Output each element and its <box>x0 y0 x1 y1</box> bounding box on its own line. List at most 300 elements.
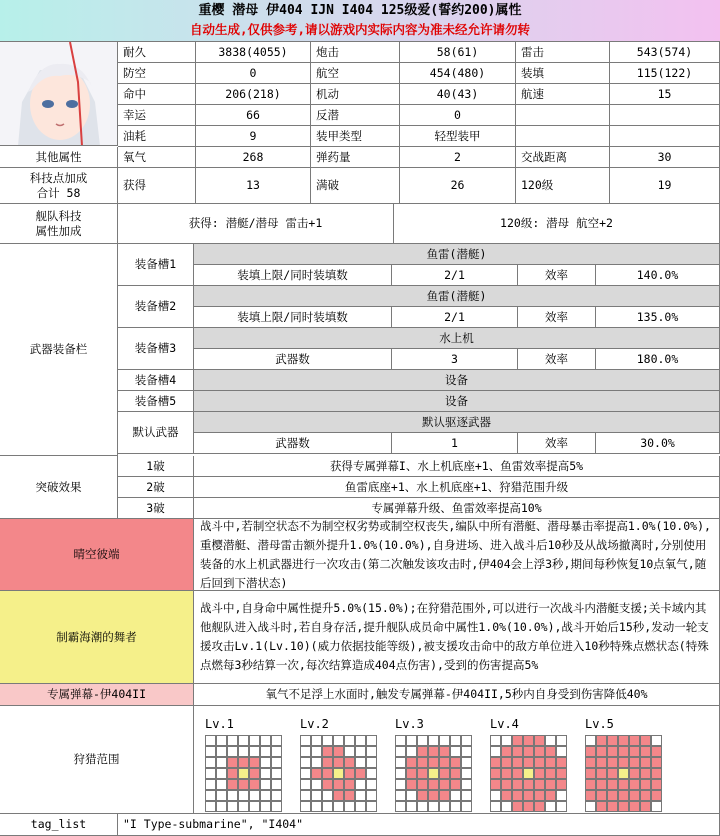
stat-label: 弹药量 <box>311 147 400 168</box>
hunting-range-cell <box>534 746 545 757</box>
hunting-range-cell <box>596 746 607 757</box>
hunting-range-cell <box>395 801 406 812</box>
hunting-range-cell <box>607 746 618 757</box>
hunting-range-cell <box>205 790 216 801</box>
hunting-range-cell <box>428 735 439 746</box>
hunting-range-cell <box>322 779 333 790</box>
hunting-range-cell <box>523 801 534 812</box>
hunting-range-cell <box>333 779 344 790</box>
hunting-range-cell <box>490 779 501 790</box>
skill-name: 晴空彼端 <box>0 519 194 591</box>
stat-label: 雷击 <box>516 42 610 63</box>
hunting-range-cell <box>333 790 344 801</box>
tag-list-label: tag_list <box>0 814 118 836</box>
hunting-range-cell <box>271 790 282 801</box>
slot-efficiency: 30.0% <box>596 433 720 454</box>
hunting-level-label: Lv.4 <box>490 717 519 731</box>
stat-value: 66 <box>196 105 311 126</box>
stat-value: 13 <box>196 168 311 204</box>
hunting-range-cell <box>534 768 545 779</box>
hunting-range-cell <box>523 746 534 757</box>
slot-key: 武器数 <box>194 349 392 370</box>
stat-label: 机动 <box>311 84 400 105</box>
hunting-range-cell <box>260 801 271 812</box>
hunting-range-cell <box>651 746 662 757</box>
hunting-range-cell <box>249 801 260 812</box>
stat-value: 19 <box>610 168 720 204</box>
hunting-range-cell <box>366 746 377 757</box>
hunting-range-cell <box>344 790 355 801</box>
hunting-range-cell <box>651 768 662 779</box>
stat-value: 40(43) <box>400 84 516 105</box>
hunting-range-cell <box>227 746 238 757</box>
hunting-range-cell <box>260 790 271 801</box>
hunting-range-cell <box>355 790 366 801</box>
hunting-range-cell <box>205 779 216 790</box>
hunting-range-cell <box>428 757 439 768</box>
hunting-range-cell <box>501 801 512 812</box>
hunting-range-cell <box>205 801 216 812</box>
hunting-range-cell <box>490 757 501 768</box>
hunting-range-cell <box>344 746 355 757</box>
hunting-range-cell <box>607 768 618 779</box>
slot-key: 装填上限/同时装填数 <box>194 307 392 328</box>
other-attributes-label: 其他属性 <box>0 147 118 168</box>
hunting-range-cell <box>238 801 249 812</box>
hunting-range-cell <box>618 735 629 746</box>
hunting-range-cell <box>238 779 249 790</box>
hunting-range-cell <box>322 790 333 801</box>
hunting-range-cell <box>651 779 662 790</box>
stat-value: 543(574) <box>610 42 720 63</box>
hunting-range-cell <box>490 801 501 812</box>
hunting-range-cell <box>651 801 662 812</box>
hunting-range-cell <box>344 801 355 812</box>
hunting-range-cell <box>205 735 216 746</box>
hunting-range-cell <box>450 757 461 768</box>
stat-label: 交战距离 <box>516 147 610 168</box>
hunting-range-cell <box>501 779 512 790</box>
hunting-range-cell <box>523 779 534 790</box>
skill-description: 氧气不足浮上水面时,触发专属弹幕-伊404II,5秒内自身受到伤害降低40% <box>194 684 720 706</box>
stat-value: 9 <box>196 126 311 147</box>
hunting-level-label: Lv.5 <box>585 717 614 731</box>
hunting-range-cell <box>311 779 322 790</box>
hunting-range-cell <box>512 757 523 768</box>
hunting-range-cell <box>501 746 512 757</box>
hunting-range-cell <box>640 779 651 790</box>
stat-value: 轻型装甲 <box>400 126 516 147</box>
slot-value: 1 <box>392 433 518 454</box>
hunting-range-cell <box>428 790 439 801</box>
stat-label: 幸运 <box>118 105 196 126</box>
stat-value: 206(218) <box>196 84 311 105</box>
hunting-range-cell <box>238 735 249 746</box>
hunting-range-cell <box>585 757 596 768</box>
hunting-range-cell <box>585 790 596 801</box>
hunting-range-cell <box>629 790 640 801</box>
hunting-range-cell <box>534 801 545 812</box>
hunting-range-cell <box>450 790 461 801</box>
stat-value: 30 <box>610 147 720 168</box>
stat-value: 115(122) <box>610 63 720 84</box>
hunting-range-cell <box>461 801 472 812</box>
stat-label: 命中 <box>118 84 196 105</box>
hunting-range-cell <box>366 735 377 746</box>
slot-efficiency-label: 效率 <box>518 265 596 286</box>
hunting-range-cell <box>238 768 249 779</box>
hunting-range-cell <box>596 801 607 812</box>
hunting-range-cell <box>300 757 311 768</box>
hunting-range-cell <box>461 746 472 757</box>
hunting-range-cell <box>629 746 640 757</box>
hunting-range-cell <box>355 757 366 768</box>
hunting-range-cell <box>249 779 260 790</box>
hunting-range-cell <box>534 779 545 790</box>
hunting-range-cell <box>417 801 428 812</box>
hunting-range-cell <box>618 790 629 801</box>
stat-value <box>610 126 720 147</box>
hunting-range-cell <box>545 801 556 812</box>
hunting-range-cell <box>512 768 523 779</box>
hunting-range-cell <box>556 801 567 812</box>
hunting-range-cell <box>322 801 333 812</box>
slot-equipment: 水上机 <box>194 328 720 349</box>
hunting-range-cell <box>585 735 596 746</box>
hunting-range-cell <box>450 779 461 790</box>
hunting-range-cell <box>501 790 512 801</box>
hunting-range-cell <box>216 768 227 779</box>
hunting-range-cell <box>629 735 640 746</box>
hunting-range-cell <box>490 746 501 757</box>
slot-label: 装备槽4 <box>118 370 194 391</box>
stat-label: 油耗 <box>118 126 196 147</box>
hunting-range-cell <box>366 790 377 801</box>
hunting-range-cell <box>205 757 216 768</box>
hunting-range-cell <box>355 801 366 812</box>
hunting-range-cell <box>618 779 629 790</box>
hunting-range-cell <box>450 801 461 812</box>
breakthrough-effect: 专属弹幕升级、鱼雷效率提高10% <box>194 498 720 519</box>
fleet-tech-get: 获得: 潜艇/潜母 雷击+1 <box>118 204 394 244</box>
hunting-range-cell <box>227 801 238 812</box>
hunting-level-label: Lv.2 <box>300 717 329 731</box>
hunting-range-cell <box>311 790 322 801</box>
hunting-range-cell <box>640 790 651 801</box>
hunting-range-cell <box>249 757 260 768</box>
hunting-range-cell <box>450 746 461 757</box>
hunting-range-cell <box>461 790 472 801</box>
hunting-range-cell <box>406 779 417 790</box>
slot-equipment: 默认驱逐武器 <box>194 412 720 433</box>
hunting-range-cell <box>227 768 238 779</box>
hunting-range-cell <box>311 746 322 757</box>
stat-label: 获得 <box>118 168 196 204</box>
hunting-range-cell <box>333 735 344 746</box>
stat-label <box>516 126 610 147</box>
hunting-range-cell <box>439 746 450 757</box>
hunting-range-cell <box>618 746 629 757</box>
stat-value: 454(480) <box>400 63 516 84</box>
hunting-range-grid <box>205 735 290 820</box>
hunting-range-cell <box>607 779 618 790</box>
hunting-range-cell <box>607 757 618 768</box>
fleet-label: 舰队科技 <box>35 209 82 224</box>
hunting-range-cell <box>355 746 366 757</box>
hunting-range-cell <box>428 746 439 757</box>
hunting-range-cell <box>300 801 311 812</box>
hunting-range-cell <box>428 779 439 790</box>
tag-list-value: "I Type-submarine", "I404" <box>118 814 720 836</box>
hunting-range-cell <box>556 735 567 746</box>
stat-value: 58(61) <box>400 42 516 63</box>
hunting-range-cell <box>395 746 406 757</box>
hunting-range-grid <box>395 735 480 820</box>
hunting-range-cell <box>596 790 607 801</box>
hunting-range-cell <box>512 801 523 812</box>
disclaimer: 自动生成,仅供参考,请以游戏内实际内容为准未经允许请勿转 <box>189 22 531 37</box>
hunting-range-cell <box>556 790 567 801</box>
hunting-range-cell <box>227 790 238 801</box>
hunting-range-grid <box>585 735 670 820</box>
hunting-range-cell <box>333 757 344 768</box>
hunting-range-cell <box>406 757 417 768</box>
stat-label: 120级 <box>516 168 610 204</box>
breakthrough-level: 3破 <box>118 498 194 519</box>
stat-label: 航空 <box>311 63 400 84</box>
hunting-range-cell <box>523 768 534 779</box>
stat-label: 装填 <box>516 63 610 84</box>
stat-value: 2 <box>400 147 516 168</box>
hunting-range-cell <box>355 779 366 790</box>
skill-description: 战斗中,自身命中属性提升5.0%(15.0%);在狩猎范围外,可以进行一次战斗内潜艇支援;关卡域内其他舰队进入战斗时,若自身存活,提升舰队成员命中属性1.0%(10.0%),战斗开始后15秒,发动一轮支援攻击Lv.1(Lv.10)(威力依据技能等级),被支援攻击命中的敌方单位进入10秒特殊点燃状态(特殊点燃每3秒结算一次,每次结算造成404点伤害),受到的伤害提高5% <box>194 591 720 684</box>
hunting-range-cell <box>545 779 556 790</box>
slot-efficiency: 135.0% <box>596 307 720 328</box>
hunting-range-cell <box>556 768 567 779</box>
hunting-range-cell <box>640 801 651 812</box>
hunting-range-cell <box>271 757 282 768</box>
hunting-range-cell <box>249 790 260 801</box>
slot-efficiency-label: 效率 <box>518 433 596 454</box>
hunting-range-cell <box>618 801 629 812</box>
slot-efficiency: 140.0% <box>596 265 720 286</box>
hunting-range-cell <box>501 768 512 779</box>
hunting-range-cell <box>640 746 651 757</box>
stat-value <box>610 105 720 126</box>
hunting-range-cell <box>311 801 322 812</box>
hunting-range-cell <box>450 735 461 746</box>
hunting-range-cell <box>534 790 545 801</box>
hunting-range-cell <box>439 735 450 746</box>
stat-label: 氧气 <box>118 147 196 168</box>
slot-label: 装备槽2 <box>118 286 194 328</box>
hunting-range-cell <box>300 735 311 746</box>
fleet-tech-120: 120级: 潜母 航空+2 <box>394 204 720 244</box>
stat-label: 装甲类型 <box>311 126 400 147</box>
hunting-range-cell <box>501 757 512 768</box>
hunting-range-cell <box>618 757 629 768</box>
hunting-range-cell <box>629 801 640 812</box>
hunting-range-cell <box>596 768 607 779</box>
hunting-range-cell <box>238 746 249 757</box>
hunting-range-cell <box>205 746 216 757</box>
weapons-label: 武器装备栏 <box>0 244 118 456</box>
stat-label: 耐久 <box>118 42 196 63</box>
hunting-range-cell <box>249 768 260 779</box>
tech-total: 合计 58 <box>36 185 81 200</box>
hunting-range-cell <box>227 735 238 746</box>
stat-value: 3838(4055) <box>196 42 311 63</box>
breakthrough-effect: 获得专属弹幕I、水上机底座+1、鱼雷效率提高5% <box>194 456 720 477</box>
hunting-range-cell <box>607 735 618 746</box>
hunting-range-cell <box>333 801 344 812</box>
hunting-range-cell <box>585 779 596 790</box>
hunting-range-cell <box>428 801 439 812</box>
tech-points-label <box>0 168 118 204</box>
hunting-range-cell <box>300 746 311 757</box>
hunting-range-cell <box>406 768 417 779</box>
hunting-range-cell <box>311 735 322 746</box>
hunting-range-cell <box>216 801 227 812</box>
hunting-range-cell <box>545 768 556 779</box>
hunting-range-cell <box>417 768 428 779</box>
hunting-range-cell <box>344 779 355 790</box>
hunting-range-cell <box>417 757 428 768</box>
hunting-range-cell <box>450 768 461 779</box>
hunting-range-cell <box>271 768 282 779</box>
stat-value: 26 <box>400 168 516 204</box>
hunting-range-cell <box>260 746 271 757</box>
slot-efficiency-label: 效率 <box>518 307 596 328</box>
hunting-range-cell <box>417 779 428 790</box>
hunting-range-cell <box>428 768 439 779</box>
hunting-range-cell <box>355 735 366 746</box>
hunting-range-cell <box>417 735 428 746</box>
hunting-range-cell <box>512 779 523 790</box>
hunting-range-cell <box>651 757 662 768</box>
hunting-range-cell <box>216 757 227 768</box>
hunting-range-cell <box>395 790 406 801</box>
hunting-range-cell <box>344 757 355 768</box>
hunting-range-cell <box>417 746 428 757</box>
hunting-range-cell <box>366 779 377 790</box>
slot-equipment: 设备 <box>194 370 720 391</box>
hunting-range-cell <box>300 790 311 801</box>
hunting-range-cell <box>395 735 406 746</box>
stat-label: 反潜 <box>311 105 400 126</box>
hunting-range-cell <box>523 757 534 768</box>
hunting-range-cell <box>545 735 556 746</box>
hunting-range-cell <box>271 779 282 790</box>
hunting-range-cell <box>227 779 238 790</box>
hunting-range-cell <box>322 746 333 757</box>
hunting-range-cell <box>366 768 377 779</box>
hunting-range-cell <box>596 779 607 790</box>
hunting-range-cell <box>640 735 651 746</box>
hunting-range-cell <box>651 735 662 746</box>
hunting-range-cell <box>585 746 596 757</box>
hunting-range-cell <box>216 779 227 790</box>
hunting-range-cell <box>439 801 450 812</box>
hunting-range-cell <box>300 779 311 790</box>
slot-label: 装备槽3 <box>118 328 194 370</box>
hunting-range-cell <box>629 779 640 790</box>
hunting-range-cell <box>249 735 260 746</box>
breakthrough-effect: 鱼雷底座+1、水上机底座+1、狩猎范围升级 <box>194 477 720 498</box>
slot-label: 默认武器 <box>118 412 194 454</box>
hunting-range-cell <box>406 735 417 746</box>
hunting-range-cell <box>216 735 227 746</box>
hunting-range-cell <box>545 746 556 757</box>
slot-label: 装备槽1 <box>118 244 194 286</box>
hunting-range-cell <box>490 790 501 801</box>
skill-name: 专属弹幕-伊404II <box>0 684 194 706</box>
hunting-range-cell <box>439 779 450 790</box>
slot-equipment: 设备 <box>194 391 720 412</box>
slot-equipment: 鱼雷(潜艇) <box>194 244 720 265</box>
hunting-range-cell <box>512 746 523 757</box>
tech-label: 科技点加成 <box>29 171 88 186</box>
hunting-range-cell <box>417 790 428 801</box>
title-banner <box>0 0 720 42</box>
fleet-tech-label <box>0 204 118 244</box>
hunting-range-cell <box>556 779 567 790</box>
hunting-range-cell <box>640 757 651 768</box>
hunting-range-cell <box>501 735 512 746</box>
fleet-label-2: 属性加成 <box>35 223 82 238</box>
hunting-range-cell <box>366 801 377 812</box>
hunting-range-cell <box>523 735 534 746</box>
hunting-range-cell <box>461 768 472 779</box>
breakthrough-level: 1破 <box>118 456 194 477</box>
hunting-range-cell <box>260 779 271 790</box>
breakthrough-level: 2破 <box>118 477 194 498</box>
breakthrough-label: 突破效果 <box>0 456 118 519</box>
page-title: 重樱 潜母 伊404 IJN I404 125级爱(誓约200)属性 <box>198 3 522 18</box>
hunting-range-cell <box>461 757 472 768</box>
hunting-range-cell <box>205 768 216 779</box>
stat-value: 15 <box>610 84 720 105</box>
slot-value: 2/1 <box>392 265 518 286</box>
slot-efficiency: 180.0% <box>596 349 720 370</box>
hunting-range-label: 狩猎范围 <box>0 706 194 814</box>
hunting-range-cell <box>585 768 596 779</box>
hunting-range-cell <box>629 768 640 779</box>
stat-value: 268 <box>196 147 311 168</box>
hunting-range-cell <box>322 735 333 746</box>
hunting-range-cell <box>322 768 333 779</box>
stat-label: 航速 <box>516 84 610 105</box>
hunting-range-cell <box>534 757 545 768</box>
hunting-range-cell <box>629 757 640 768</box>
hunting-range-cell <box>271 735 282 746</box>
hunting-range-cell <box>271 746 282 757</box>
hunting-range-cell <box>512 735 523 746</box>
stat-label: 炮击 <box>311 42 400 63</box>
hunting-range-cell <box>545 757 556 768</box>
stat-label: 满破 <box>311 168 400 204</box>
hunting-range-cell <box>333 746 344 757</box>
hunting-range-cell <box>260 768 271 779</box>
slot-equipment: 鱼雷(潜艇) <box>194 286 720 307</box>
stat-label <box>516 105 610 126</box>
hunting-range-cell <box>406 801 417 812</box>
hunting-range-cell <box>556 757 567 768</box>
slot-efficiency-label: 效率 <box>518 349 596 370</box>
hunting-range-cell <box>271 801 282 812</box>
hunting-range-cell <box>439 768 450 779</box>
hunting-range-cell <box>238 757 249 768</box>
